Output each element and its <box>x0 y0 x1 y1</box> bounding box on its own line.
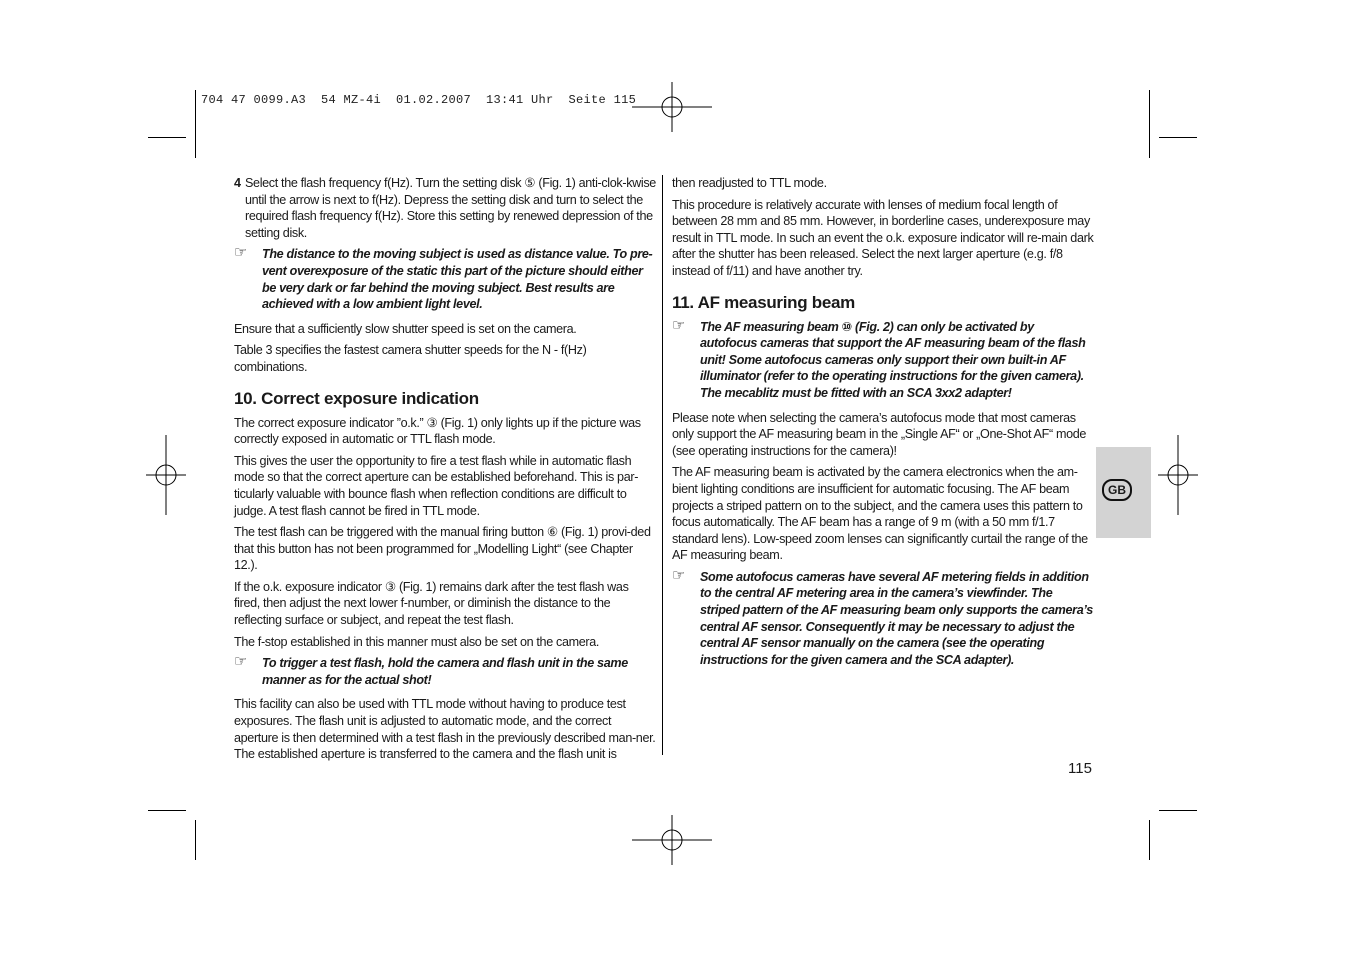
section-heading: 11. AF measuring beam <box>672 292 855 312</box>
crop-mark <box>148 137 186 138</box>
note <box>234 655 656 688</box>
page-number: 115 <box>1068 760 1092 777</box>
paragraph: This facility can also be used with TTL mode without having to produce test exposures. The flash unit is adjusted to automatic mode, and the correct aperture is then determined with a test flash in the previously described man-ner. The established aperture is transferred to the camera and the flash unit is <box>234 697 656 762</box>
crop-mark <box>1159 137 1197 138</box>
paragraph: Ensure that a sufficiently slow shutter speed is set on the camera. <box>234 321 577 336</box>
note-text: The distance to the moving subject is used as distance value. To pre-vent overexposure of the static this part of the picture should either be very dark or far behind the moving subject. Best results are achieved with a low ambient light level. <box>262 247 653 312</box>
registration-mark-icon <box>632 815 712 865</box>
crop-mark <box>1149 820 1150 860</box>
column-divider <box>662 175 663 755</box>
pointing-hand-icon: ☞ <box>234 653 248 671</box>
crop-mark <box>1149 90 1150 158</box>
left-column <box>234 175 656 768</box>
step-text: Select the flash frequency f(Hz). Turn the setting disk ⑤ (Fig. 1) anti-clok-kwise until the arrow is next to f(Hz). Depress the setting disk and turn to select the required flash frequency f(Hz). Store this setting by renewed depression of the setting disk. <box>245 176 656 240</box>
paragraph: The test flash can be triggered with the manual firing button ⑥ (Fig. 1) provi-ded that this button has not been programmed for „Modelling Light“ (see Chapter 12.). <box>234 525 651 573</box>
note-text: To trigger a test flash, hold the camera and flash unit in the same manner as for the actual shot! <box>262 656 628 687</box>
crop-mark <box>195 90 196 158</box>
registration-mark-icon <box>146 435 186 515</box>
step-number: 4 <box>234 176 241 190</box>
registration-mark-icon <box>1158 435 1198 515</box>
pointing-hand-icon: ☞ <box>672 316 686 334</box>
pointing-hand-icon: ☞ <box>672 566 686 584</box>
crop-mark <box>1159 810 1197 811</box>
crop-mark <box>195 820 196 860</box>
print-header: 704 47 0099.A3 54 MZ-4i 01.02.2007 13:41 Uhr Seite 115 <box>201 93 637 107</box>
note-text: Some autofocus cameras have several AF metering fields in addition to the central AF metering area in the camera’s viewfinder. The striped pattern of the AF measuring beam only supports the camera’s central AF sensor. Consequently it may be necessary to adjust the central AF sensor manually on the camera (see the operating instructions for the given camera and the SCA adapter). <box>700 569 1093 667</box>
paragraph: This procedure is relatively accurate with lenses of medium focal length of between 28 mm and 85 mm. However, in borderline cases, underexposure may result in TTL mode. In such an event the o.k. exposure indicator will re-main dark after the shutter has been released. Select the next larger aperture (e.g. f/8 instead of f/11) and have another try. <box>672 197 1094 278</box>
paragraph: If the o.k. exposure indicator ③ (Fig. 1) remains dark after the test flash was fired, then adjust the next lower f-number, or diminish the distance to the reflecting surface or subject, and repeat the test flash. <box>234 579 629 628</box>
crop-mark <box>148 810 186 811</box>
language-badge: GB <box>1102 479 1132 501</box>
paragraph: This gives the user the opportunity to fire a test flash while in automatic flash mode so that the correct aperture can be established beforehand. This is par-ticularly valuable with bounce flash when reflection conditions are difficult to judge. A test flash cannot be fired in TTL mode. <box>234 453 639 518</box>
pointing-hand-icon: ☞ <box>234 244 248 262</box>
note-text: The AF measuring beam ⑩ (Fig. 2) can only be activated by autofocus cameras that support the AF measuring beam of the flash unit! Some autofocus cameras only support their own built-in AF illuminator (refer to the operating instructions for the given camera). The mecablitz must be fitted with an SCA 3xx2 adapter! <box>700 319 1086 400</box>
step-4 <box>234 175 656 241</box>
note <box>672 566 1094 669</box>
paragraph: The f-stop established in this manner must also be set on the camera. <box>234 634 600 649</box>
paragraph: Table 3 specifies the fastest camera shutter speeds for the N - f(Hz) combinations. <box>234 343 587 374</box>
paragraph: then readjusted to TTL mode. <box>672 176 827 190</box>
section-heading: 10. Correct exposure indication <box>234 388 479 408</box>
right-column <box>672 175 1094 676</box>
note <box>234 246 656 312</box>
paragraph: The correct exposure indicator ”o.k.” ③ (Fig. 1) only lights up if the picture was correctly exposed in automatic or TTL flash mode. <box>234 415 641 447</box>
paragraph: The AF measuring beam is activated by the camera electronics when the am-bient lighting conditions are insufficient for automatic focusing. The AF beam projects a striped pattern on to the subject, and the camera uses this pattern to focus automatically. The AF beam has a range of 9 m (with a 50 mm f/1.7 standard lens). Low-speed zoom lenses can significantly curtail the range of the AF measuring beam. <box>672 465 1088 563</box>
paragraph: Please note when selecting the camera’s autofocus mode that most cameras only support the AF measuring beam in the „Single AF“ or „One-Shot AF“ mode (see operating instructions for the camera)! <box>672 410 1087 458</box>
registration-mark-icon <box>632 82 712 132</box>
note <box>672 316 1094 402</box>
